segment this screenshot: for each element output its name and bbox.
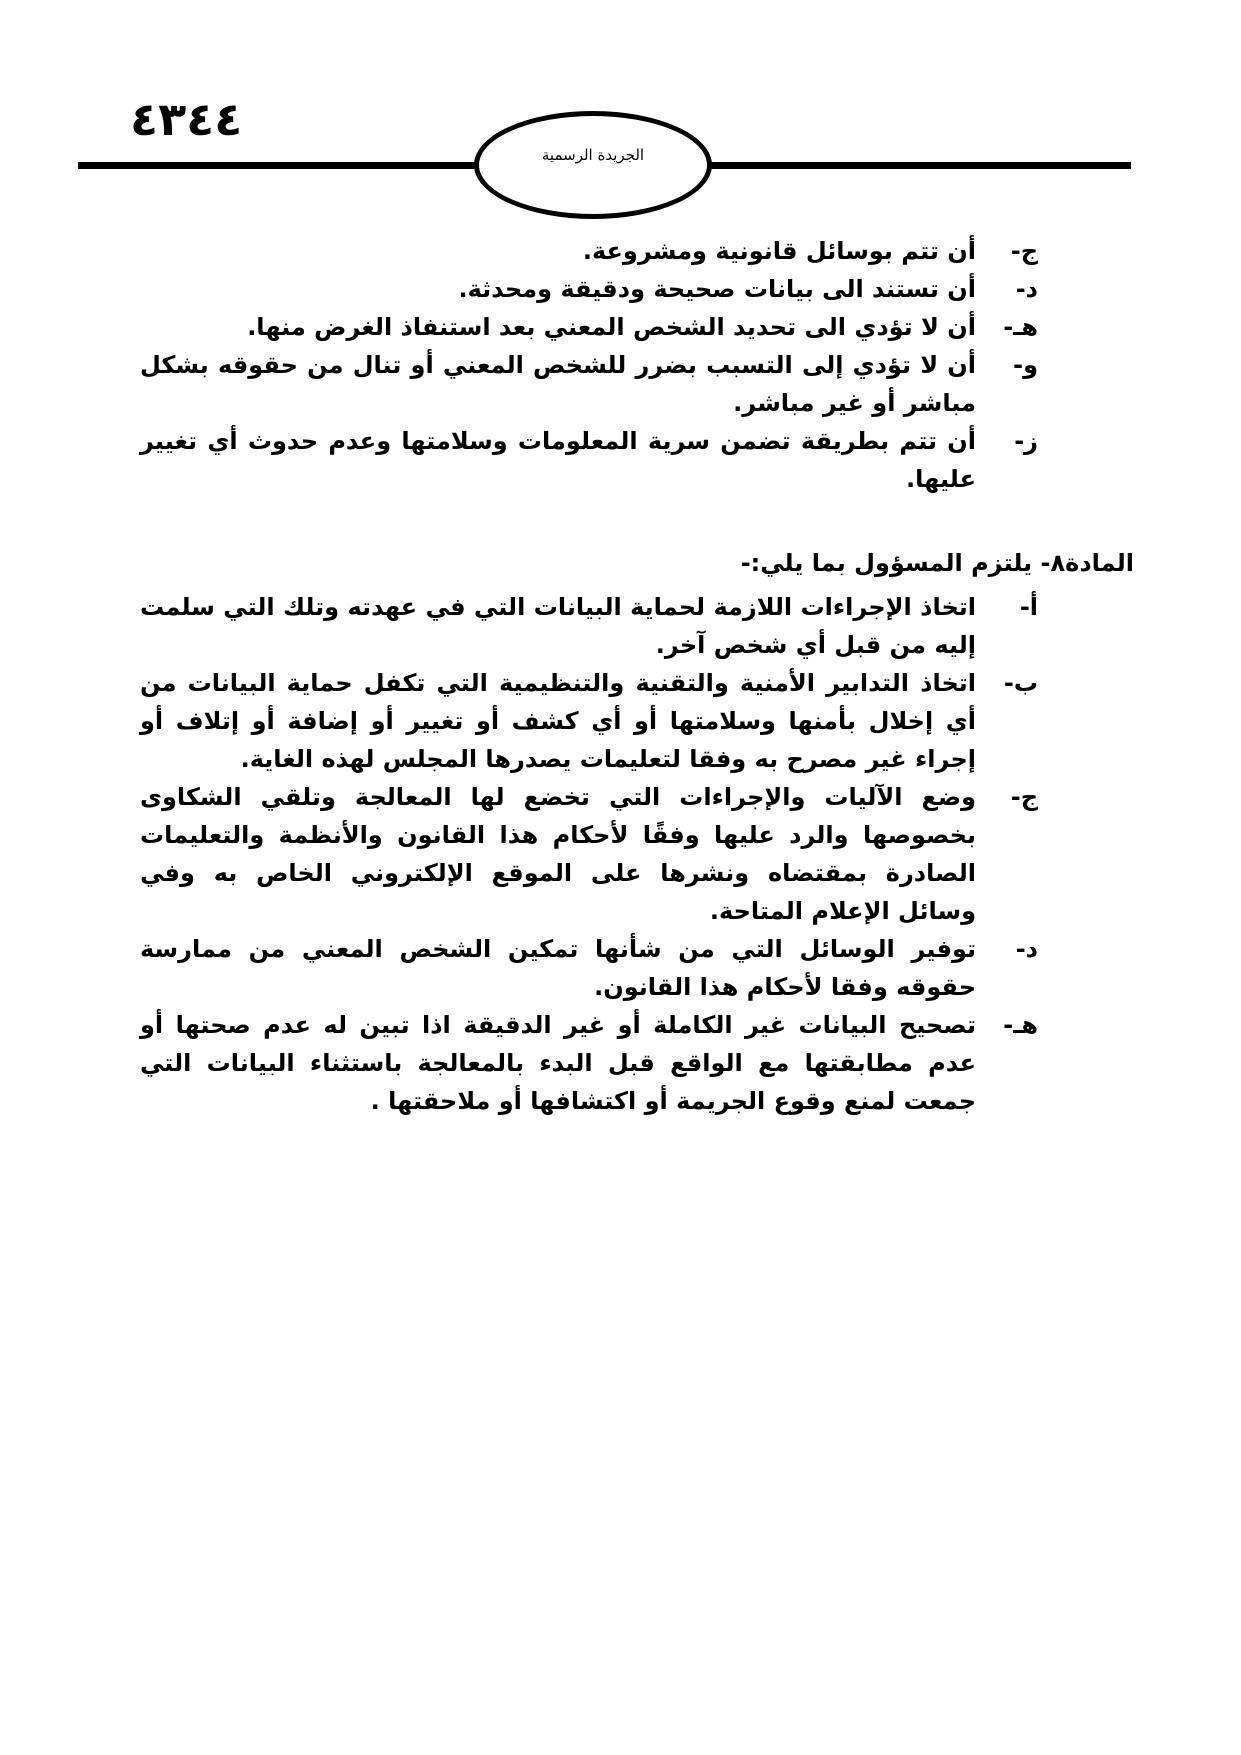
clause-item <box>140 308 1038 346</box>
clause-item <box>140 270 1038 308</box>
clause-text: أن لا تؤدي إلى التسبب بضرر للشخص المعني أو تنال من حقوقه بشكل مباشر أو غير مباشر. <box>140 351 976 417</box>
obligation-item <box>140 664 1038 778</box>
obligation-marker: هـ- <box>1003 1011 1038 1039</box>
obligation-marker: ج- <box>1010 783 1038 811</box>
clause-item <box>140 232 1038 270</box>
gazette-title: الجريدة الرسمية <box>541 146 645 164</box>
clause-marker: ز- <box>1014 427 1038 455</box>
obligation-marker: ب- <box>1003 669 1038 697</box>
obligation-marker: د- <box>1015 935 1038 963</box>
clause-text: أن لا تؤدي الى تحديد الشخص المعني بعد استنفاذ الغرض منها. <box>247 313 976 341</box>
article-heading: المادة٨- يلتزم المسؤول بما يلي:- <box>740 549 1134 577</box>
clause-text: أن تتم بطريقة تضمن سرية المعلومات وسلامتها وعدم حدوث أي تغيير عليها. <box>140 427 976 493</box>
obligation-text: وضع الآليات والإجراءات التي تخضع لها المعالجة وتلقي الشكاوى بخصوصها والرد عليها وفقًا لأحكام هذا القانون والأنظمة والتعليمات الصادرة بمقتضاه ونشرها على الموقع الإلكتروني الخاص به وفي وسائل الإعلام المتاحة. <box>140 783 976 925</box>
gazette-title-oval <box>474 111 712 219</box>
clause-text: أن تستند الى بيانات صحيحة ودقيقة ومحدثة. <box>458 275 976 303</box>
clause-item <box>140 422 1038 498</box>
page-number: ٤٣٤٤ <box>130 92 243 146</box>
obligation-item <box>140 1006 1038 1120</box>
obligation-item <box>140 778 1038 930</box>
obligation-text: توفير الوسائل التي من شأنها تمكين الشخص المعني من ممارسة حقوقه وفقا لأحكام هذا القانون. <box>140 935 976 1001</box>
obligation-marker: أ- <box>1019 593 1038 621</box>
clause-text: أن تتم بوسائل قانونية ومشروعة. <box>582 237 976 265</box>
clause-marker: و- <box>1013 351 1038 379</box>
clause-item <box>140 346 1038 422</box>
obligation-text: تصحيح البيانات غير الكاملة أو غير الدقيقة اذا تبين له عدم صحتها أو عدم مطابقتها مع الواقع قبل البدء بالمعالجة باستثناء البيانات التي جمعت لمنع وقوع الجريمة أو اكتشافها أو ملاحقتها . <box>140 1011 976 1115</box>
clause-marker: د- <box>1015 275 1038 303</box>
obligation-item <box>140 588 1038 664</box>
obligation-item <box>140 930 1038 1006</box>
document-body <box>140 232 1134 1120</box>
clause-marker: هـ- <box>1003 313 1038 341</box>
clause-marker: ج- <box>1010 237 1038 265</box>
obligation-text: اتخاذ التدابير الأمنية والتقنية والتنظيمية التي تكفل حماية البيانات من أي إخلال بأمنها وسلامتها أو أي كشف أو تغيير أو إضافة أو إتلاف أو إجراء غير مصرح به وفقا لتعليمات يصدرها المجلس لهذه الغاية. <box>140 669 976 773</box>
obligation-text: اتخاذ الإجراءات اللازمة لحماية البيانات التي في عهدته وتلك التي سلمت إليه من قبل أي شخص آخر. <box>140 593 976 659</box>
